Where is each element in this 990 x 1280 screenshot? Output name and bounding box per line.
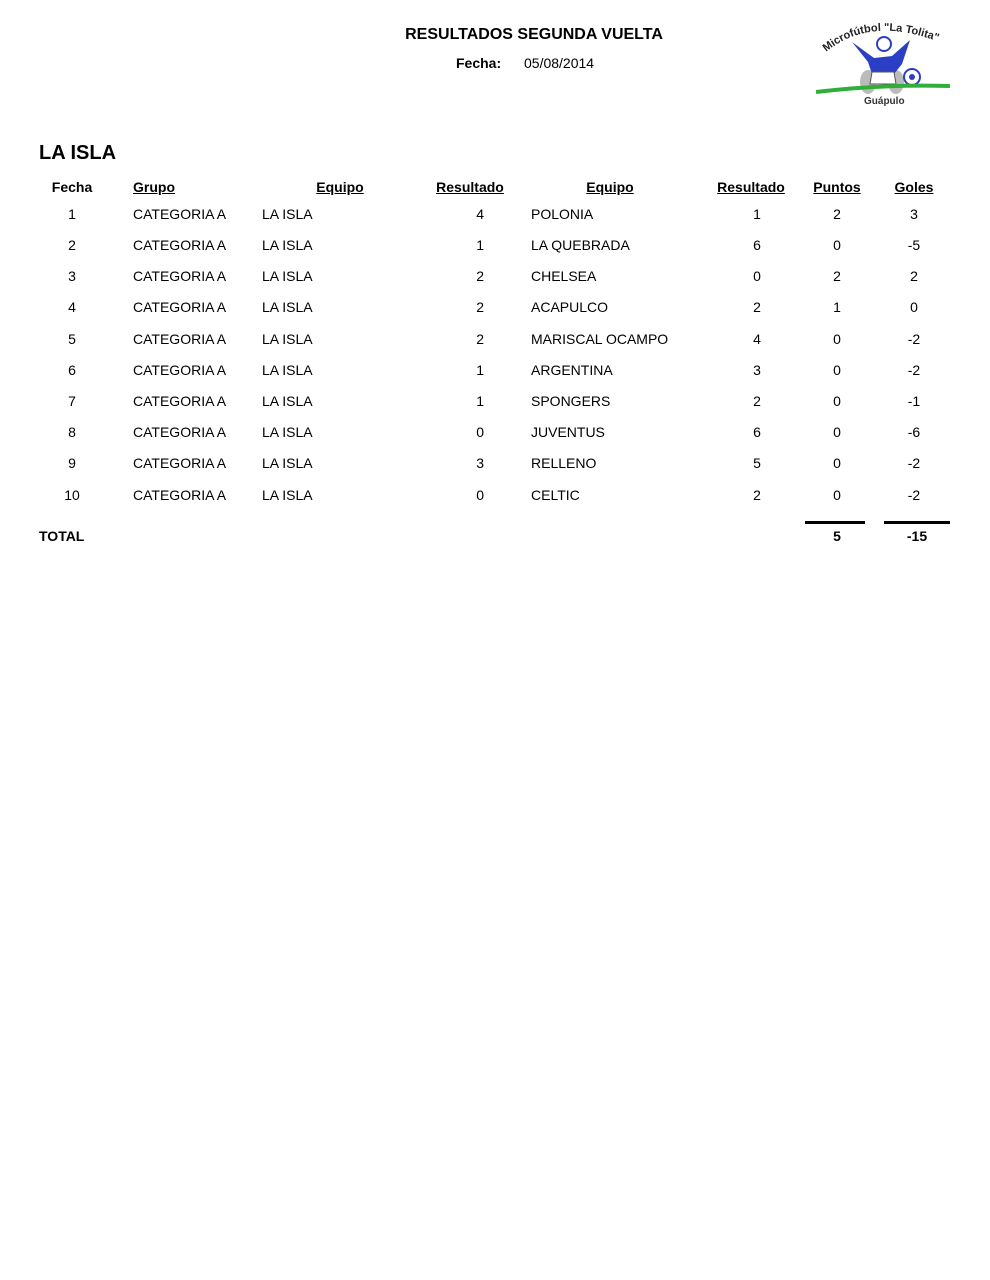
cell-equipo-rival: MARISCAL OCAMPO — [531, 331, 669, 347]
cell-goles: 2 — [910, 268, 918, 284]
cell-resultado-local: 4 — [476, 206, 484, 222]
cell-grupo: CATEGORIA A — [133, 362, 227, 378]
cell-grupo: CATEGORIA A — [133, 455, 227, 471]
cell-goles: -2 — [907, 455, 921, 471]
cell-resultado-rival: 6 — [753, 424, 761, 440]
cell-equipo-local: LA ISLA — [262, 299, 313, 315]
cell-fecha: 7 — [68, 393, 76, 409]
cell-resultado-rival: 2 — [753, 393, 761, 409]
cell-resultado-rival: 5 — [753, 455, 761, 471]
cell-fecha: 5 — [68, 331, 76, 347]
cell-resultado-local: 1 — [476, 393, 484, 409]
column-header-resultado-rival: Resultado — [717, 179, 785, 195]
cell-fecha: 3 — [68, 268, 76, 284]
cell-equipo-local: LA ISLA — [262, 455, 313, 471]
cell-equipo-rival: CELTIC — [531, 487, 580, 503]
cell-resultado-local: 2 — [476, 299, 484, 315]
column-header-grupo: Grupo — [133, 179, 175, 195]
cell-fecha: 9 — [68, 455, 76, 471]
cell-grupo: CATEGORIA A — [133, 487, 227, 503]
cell-grupo: CATEGORIA A — [133, 206, 227, 222]
cell-puntos: 0 — [833, 362, 841, 378]
cell-puntos: 2 — [833, 206, 841, 222]
cell-goles: -5 — [907, 237, 921, 253]
total-puntos: 5 — [833, 528, 841, 544]
column-header-goles: Goles — [894, 179, 934, 195]
fecha-label: Fecha: — [456, 55, 502, 71]
cell-equipo-local: LA ISLA — [262, 268, 313, 284]
total-goles: -15 — [906, 528, 928, 544]
cell-equipo-rival: JUVENTUS — [531, 424, 605, 440]
cell-equipo-rival: ARGENTINA — [531, 362, 613, 378]
cell-resultado-rival: 6 — [753, 237, 761, 253]
cell-equipo-rival: SPONGERS — [531, 393, 611, 409]
cell-grupo: CATEGORIA A — [133, 299, 227, 315]
cell-goles: -1 — [907, 393, 921, 409]
cell-fecha: 2 — [68, 237, 76, 253]
column-header-fecha: Fecha — [51, 179, 93, 195]
cell-equipo-local: LA ISLA — [262, 393, 313, 409]
cell-resultado-local: 2 — [476, 331, 484, 347]
cell-puntos: 0 — [833, 455, 841, 471]
cell-equipo-rival: RELLENO — [531, 455, 597, 471]
cell-equipo-rival: LA QUEBRADA — [531, 237, 630, 253]
cell-resultado-local: 3 — [476, 455, 484, 471]
cell-equipo-local: LA ISLA — [262, 206, 313, 222]
logo-subtext: Guápulo — [864, 96, 905, 107]
cell-grupo: CATEGORIA A — [133, 331, 227, 347]
cell-grupo: CATEGORIA A — [133, 424, 227, 440]
cell-equipo-rival: ACAPULCO — [531, 299, 609, 315]
cell-goles: 0 — [910, 299, 918, 315]
cell-resultado-rival: 3 — [753, 362, 761, 378]
cell-goles: -2 — [907, 487, 921, 503]
team-title: LA ISLA — [39, 142, 117, 164]
cell-resultado-local: 0 — [476, 487, 484, 503]
cell-puntos: 0 — [833, 487, 841, 503]
cell-puntos: 1 — [833, 299, 841, 315]
cell-equipo-rival: CHELSEA — [531, 268, 597, 284]
cell-puntos: 0 — [833, 237, 841, 253]
cell-puntos: 0 — [833, 393, 841, 409]
cell-fecha: 8 — [68, 424, 76, 440]
cell-goles: -2 — [907, 362, 921, 378]
goles-total-rule — [884, 521, 950, 524]
cell-puntos: 0 — [833, 424, 841, 440]
cell-resultado-rival: 1 — [753, 206, 761, 222]
cell-goles: 3 — [910, 206, 918, 222]
cell-puntos: 0 — [833, 331, 841, 347]
puntos-total-rule — [805, 521, 865, 524]
column-header-resultado-local: Resultado — [436, 179, 504, 195]
club-logo — [812, 14, 954, 109]
svg-text:Microfútbol "La Tolita": Microfútbol "La Tolita" — [820, 21, 941, 55]
cell-puntos: 2 — [833, 268, 841, 284]
cell-equipo-local: LA ISLA — [262, 331, 313, 347]
cell-resultado-rival: 0 — [753, 268, 761, 284]
cell-equipo-rival: POLONIA — [531, 206, 594, 222]
cell-resultado-local: 1 — [476, 362, 484, 378]
cell-equipo-local: LA ISLA — [262, 487, 313, 503]
cell-equipo-local: LA ISLA — [262, 237, 313, 253]
cell-grupo: CATEGORIA A — [133, 393, 227, 409]
cell-resultado-rival: 2 — [753, 487, 761, 503]
cell-resultado-rival: 2 — [753, 299, 761, 315]
cell-fecha: 6 — [68, 362, 76, 378]
column-header-puntos: Puntos — [813, 179, 861, 195]
cell-goles: -2 — [907, 331, 921, 347]
cell-equipo-local: LA ISLA — [262, 424, 313, 440]
column-header-equipo-local: Equipo — [316, 179, 364, 195]
cell-equipo-local: LA ISLA — [262, 362, 313, 378]
cell-resultado-local: 2 — [476, 268, 484, 284]
cell-resultado-local: 0 — [476, 424, 484, 440]
cell-goles: -6 — [907, 424, 921, 440]
cell-fecha: 10 — [64, 487, 80, 503]
cell-resultado-local: 1 — [476, 237, 484, 253]
cell-fecha: 4 — [68, 299, 76, 315]
fecha-value: 05/08/2014 — [524, 55, 595, 71]
total-label: TOTAL — [39, 528, 85, 544]
cell-grupo: CATEGORIA A — [133, 268, 227, 284]
report-title: RESULTADOS SEGUNDA VUELTA — [405, 26, 663, 43]
cell-resultado-rival: 4 — [753, 331, 761, 347]
cell-grupo: CATEGORIA A — [133, 237, 227, 253]
column-header-equipo-rival: Equipo — [586, 179, 634, 195]
cell-fecha: 1 — [68, 206, 76, 222]
